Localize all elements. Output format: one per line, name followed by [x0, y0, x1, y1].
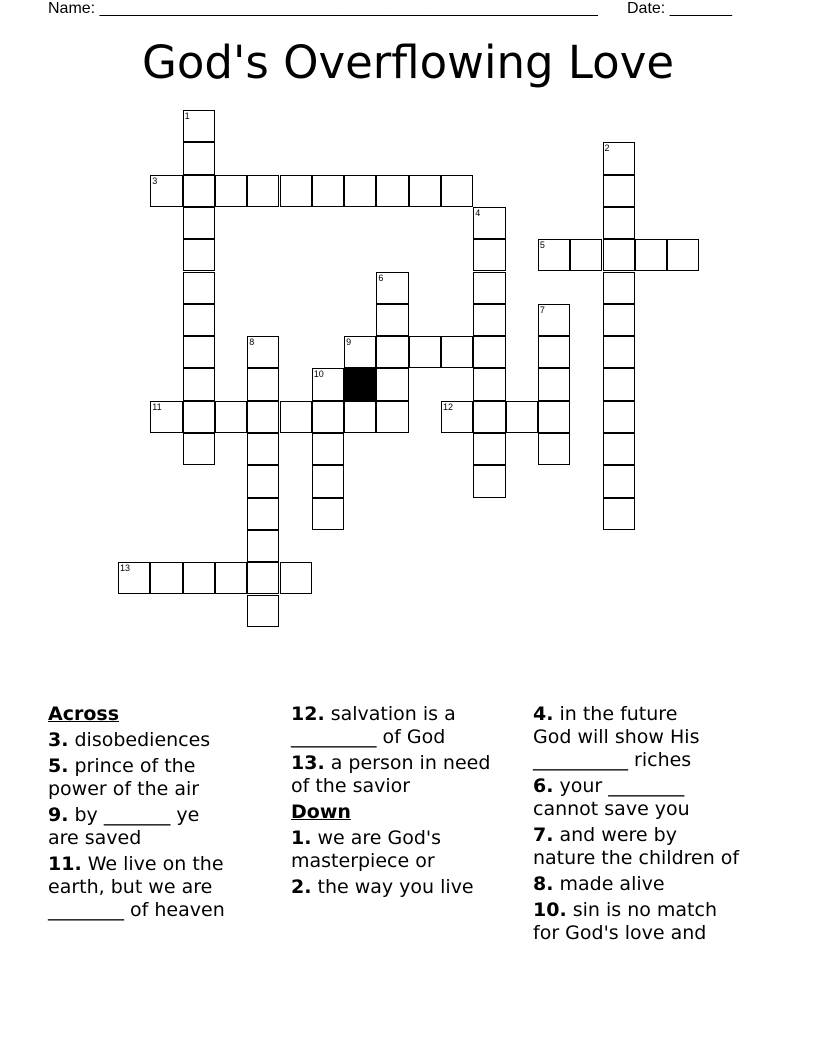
clue-text: and were by nature the children of	[533, 824, 740, 869]
name-field[interactable]: Name: ________________________________________________________	[48, 0, 598, 17]
grid-cell[interactable]	[183, 336, 215, 368]
grid-cell[interactable]	[667, 239, 699, 271]
clue-item	[48, 755, 225, 801]
grid-cell[interactable]	[183, 175, 215, 207]
page-title: God's Overflowing Love	[141, 36, 675, 89]
grid-cell[interactable]	[183, 142, 215, 174]
grid-cell[interactable]	[280, 562, 312, 594]
clue-text: sin is no match for God's love and	[533, 899, 717, 944]
clue-number: 4.	[533, 703, 554, 725]
clue-text: We live on the earth, but we are ________ of heaven	[48, 853, 225, 921]
grid-cell[interactable]	[603, 207, 635, 239]
black-cell	[344, 368, 376, 400]
clue-number: 5.	[48, 755, 69, 777]
clue-number: 10.	[533, 899, 567, 921]
clue-number: 12	[443, 401, 454, 412]
grid-cell[interactable]	[603, 336, 635, 368]
grid-cell[interactable]	[603, 272, 635, 304]
grid-cell[interactable]	[247, 595, 279, 627]
grid-cell[interactable]	[247, 175, 279, 207]
grid-cell[interactable]	[280, 175, 312, 207]
grid-cell[interactable]	[215, 562, 247, 594]
clue-item	[533, 899, 739, 945]
clue-number: 6	[378, 272, 384, 283]
grid-cell[interactable]	[376, 304, 408, 336]
clue-text: in the future God will show His __________ riches	[533, 703, 700, 771]
clue-number: 9.	[48, 804, 69, 826]
grid-cell[interactable]	[538, 401, 570, 433]
grid-cell[interactable]	[150, 175, 182, 207]
grid-cell[interactable]	[312, 498, 344, 530]
grid-cell[interactable]	[603, 175, 635, 207]
clue-number: 3	[152, 175, 158, 186]
grid-cell[interactable]	[570, 239, 602, 271]
grid-cell[interactable]	[247, 401, 279, 433]
clue-item	[48, 853, 225, 922]
clue-number: 2	[604, 143, 610, 154]
clue-heading: Down	[291, 801, 351, 823]
clue-text: the way you live	[311, 876, 474, 898]
clue-number: 8	[249, 337, 255, 348]
grid-cell[interactable]	[312, 175, 344, 207]
grid-cell[interactable]	[247, 465, 279, 497]
grid-cell[interactable]	[183, 110, 215, 142]
clue-column-1	[48, 703, 225, 925]
grid-cell[interactable]	[150, 401, 182, 433]
clue-text: by _______ ye are saved	[48, 804, 200, 849]
grid-cell[interactable]	[603, 368, 635, 400]
grid-cell[interactable]	[603, 239, 635, 271]
grid-cell[interactable]	[247, 498, 279, 530]
grid-cell[interactable]	[150, 562, 182, 594]
grid-cell[interactable]	[183, 239, 215, 271]
clue-number: 12.	[291, 703, 325, 725]
grid-cell[interactable]	[538, 433, 570, 465]
grid-cell[interactable]	[183, 207, 215, 239]
grid-cell[interactable]	[215, 401, 247, 433]
grid-cell[interactable]	[183, 272, 215, 304]
grid-cell[interactable]	[215, 175, 247, 207]
grid-cell[interactable]	[344, 175, 376, 207]
grid-cell[interactable]	[376, 368, 408, 400]
grid-cell[interactable]	[183, 368, 215, 400]
grid-cell[interactable]	[409, 175, 441, 207]
clue-number: 7	[539, 304, 545, 315]
clue-number: 13	[120, 563, 131, 574]
grid-cell[interactable]	[603, 401, 635, 433]
clue-item	[48, 804, 225, 850]
clue-number: 7.	[533, 824, 554, 846]
clue-number: 13.	[291, 752, 325, 774]
grid-cell[interactable]	[247, 433, 279, 465]
clue-item	[291, 827, 490, 873]
grid-cell[interactable]	[312, 401, 344, 433]
clue-text: we are God's masterpiece or	[291, 827, 442, 872]
grid-cell[interactable]	[538, 304, 570, 336]
grid-cell[interactable]	[473, 272, 505, 304]
grid-cell[interactable]	[312, 465, 344, 497]
grid-cell[interactable]	[603, 465, 635, 497]
grid-cell[interactable]	[247, 368, 279, 400]
clue-text: salvation is a _________ of God	[291, 703, 456, 748]
grid-cell[interactable]	[473, 336, 505, 368]
grid-cell[interactable]	[538, 239, 570, 271]
clue-item	[533, 775, 739, 821]
clue-number: 5	[539, 240, 545, 251]
grid-cell[interactable]	[473, 239, 505, 271]
grid-cell[interactable]	[473, 368, 505, 400]
grid-cell[interactable]	[344, 401, 376, 433]
clue-number: 6.	[533, 775, 554, 797]
clue-item	[291, 703, 490, 749]
clue-item	[533, 873, 739, 896]
grid-cell[interactable]	[183, 304, 215, 336]
grid-cell[interactable]	[603, 498, 635, 530]
grid-cell[interactable]	[247, 530, 279, 562]
grid-cell[interactable]	[441, 401, 473, 433]
grid-cell[interactable]	[473, 465, 505, 497]
grid-cell[interactable]	[344, 336, 376, 368]
clue-column-2	[291, 703, 490, 902]
grid-cell[interactable]	[376, 336, 408, 368]
grid-cell[interactable]	[183, 562, 215, 594]
grid-cell[interactable]	[473, 433, 505, 465]
grid-cell[interactable]	[409, 336, 441, 368]
grid-cell[interactable]	[376, 401, 408, 433]
grid-cell[interactable]	[473, 304, 505, 336]
clue-item	[48, 729, 225, 752]
grid-cell[interactable]	[312, 368, 344, 400]
clue-number: 11.	[48, 853, 82, 875]
grid-cell[interactable]	[441, 336, 473, 368]
clue-number: 11	[152, 401, 162, 412]
clue-number: 1.	[291, 827, 312, 849]
grid-cell[interactable]	[247, 562, 279, 594]
grid-cell[interactable]	[183, 401, 215, 433]
clue-number: 4	[475, 207, 481, 218]
grid-cell[interactable]	[603, 142, 635, 174]
clue-item	[533, 703, 739, 772]
clue-text: made alive	[553, 873, 665, 895]
clue-heading: Across	[48, 703, 120, 725]
grid-cell[interactable]	[376, 175, 408, 207]
clue-text: your ________ cannot save you	[533, 775, 690, 820]
grid-cell[interactable]	[603, 304, 635, 336]
clue-column-3	[533, 703, 739, 948]
grid-cell[interactable]	[183, 433, 215, 465]
clue-text: disobediences	[68, 729, 211, 751]
clue-text: prince of the power of the air	[48, 755, 200, 800]
grid-cell[interactable]	[473, 207, 505, 239]
grid-cell[interactable]	[538, 336, 570, 368]
grid-cell[interactable]	[441, 175, 473, 207]
grid-cell[interactable]	[312, 433, 344, 465]
grid-cell[interactable]	[118, 562, 150, 594]
clue-item	[291, 876, 490, 899]
clue-number: 1	[184, 111, 190, 121]
clue-number: 9	[346, 337, 352, 348]
grid-cell[interactable]	[247, 336, 279, 368]
grid-cell[interactable]	[376, 272, 408, 304]
clue-item	[533, 824, 739, 870]
clue-text: a person in need of the savior	[291, 752, 491, 797]
clue-number: 2.	[291, 876, 312, 898]
clue-item	[291, 752, 490, 798]
date-field[interactable]: Date: _______	[627, 0, 732, 17]
grid-cell[interactable]	[603, 433, 635, 465]
grid-cell[interactable]	[280, 401, 312, 433]
clue-number: 3.	[48, 729, 69, 751]
clue-number: 10	[313, 369, 324, 380]
grid-cell[interactable]	[538, 368, 570, 400]
grid-cell[interactable]	[635, 239, 667, 271]
grid-cell[interactable]	[506, 401, 538, 433]
clue-number: 8.	[533, 873, 554, 895]
grid-cell[interactable]	[473, 401, 505, 433]
